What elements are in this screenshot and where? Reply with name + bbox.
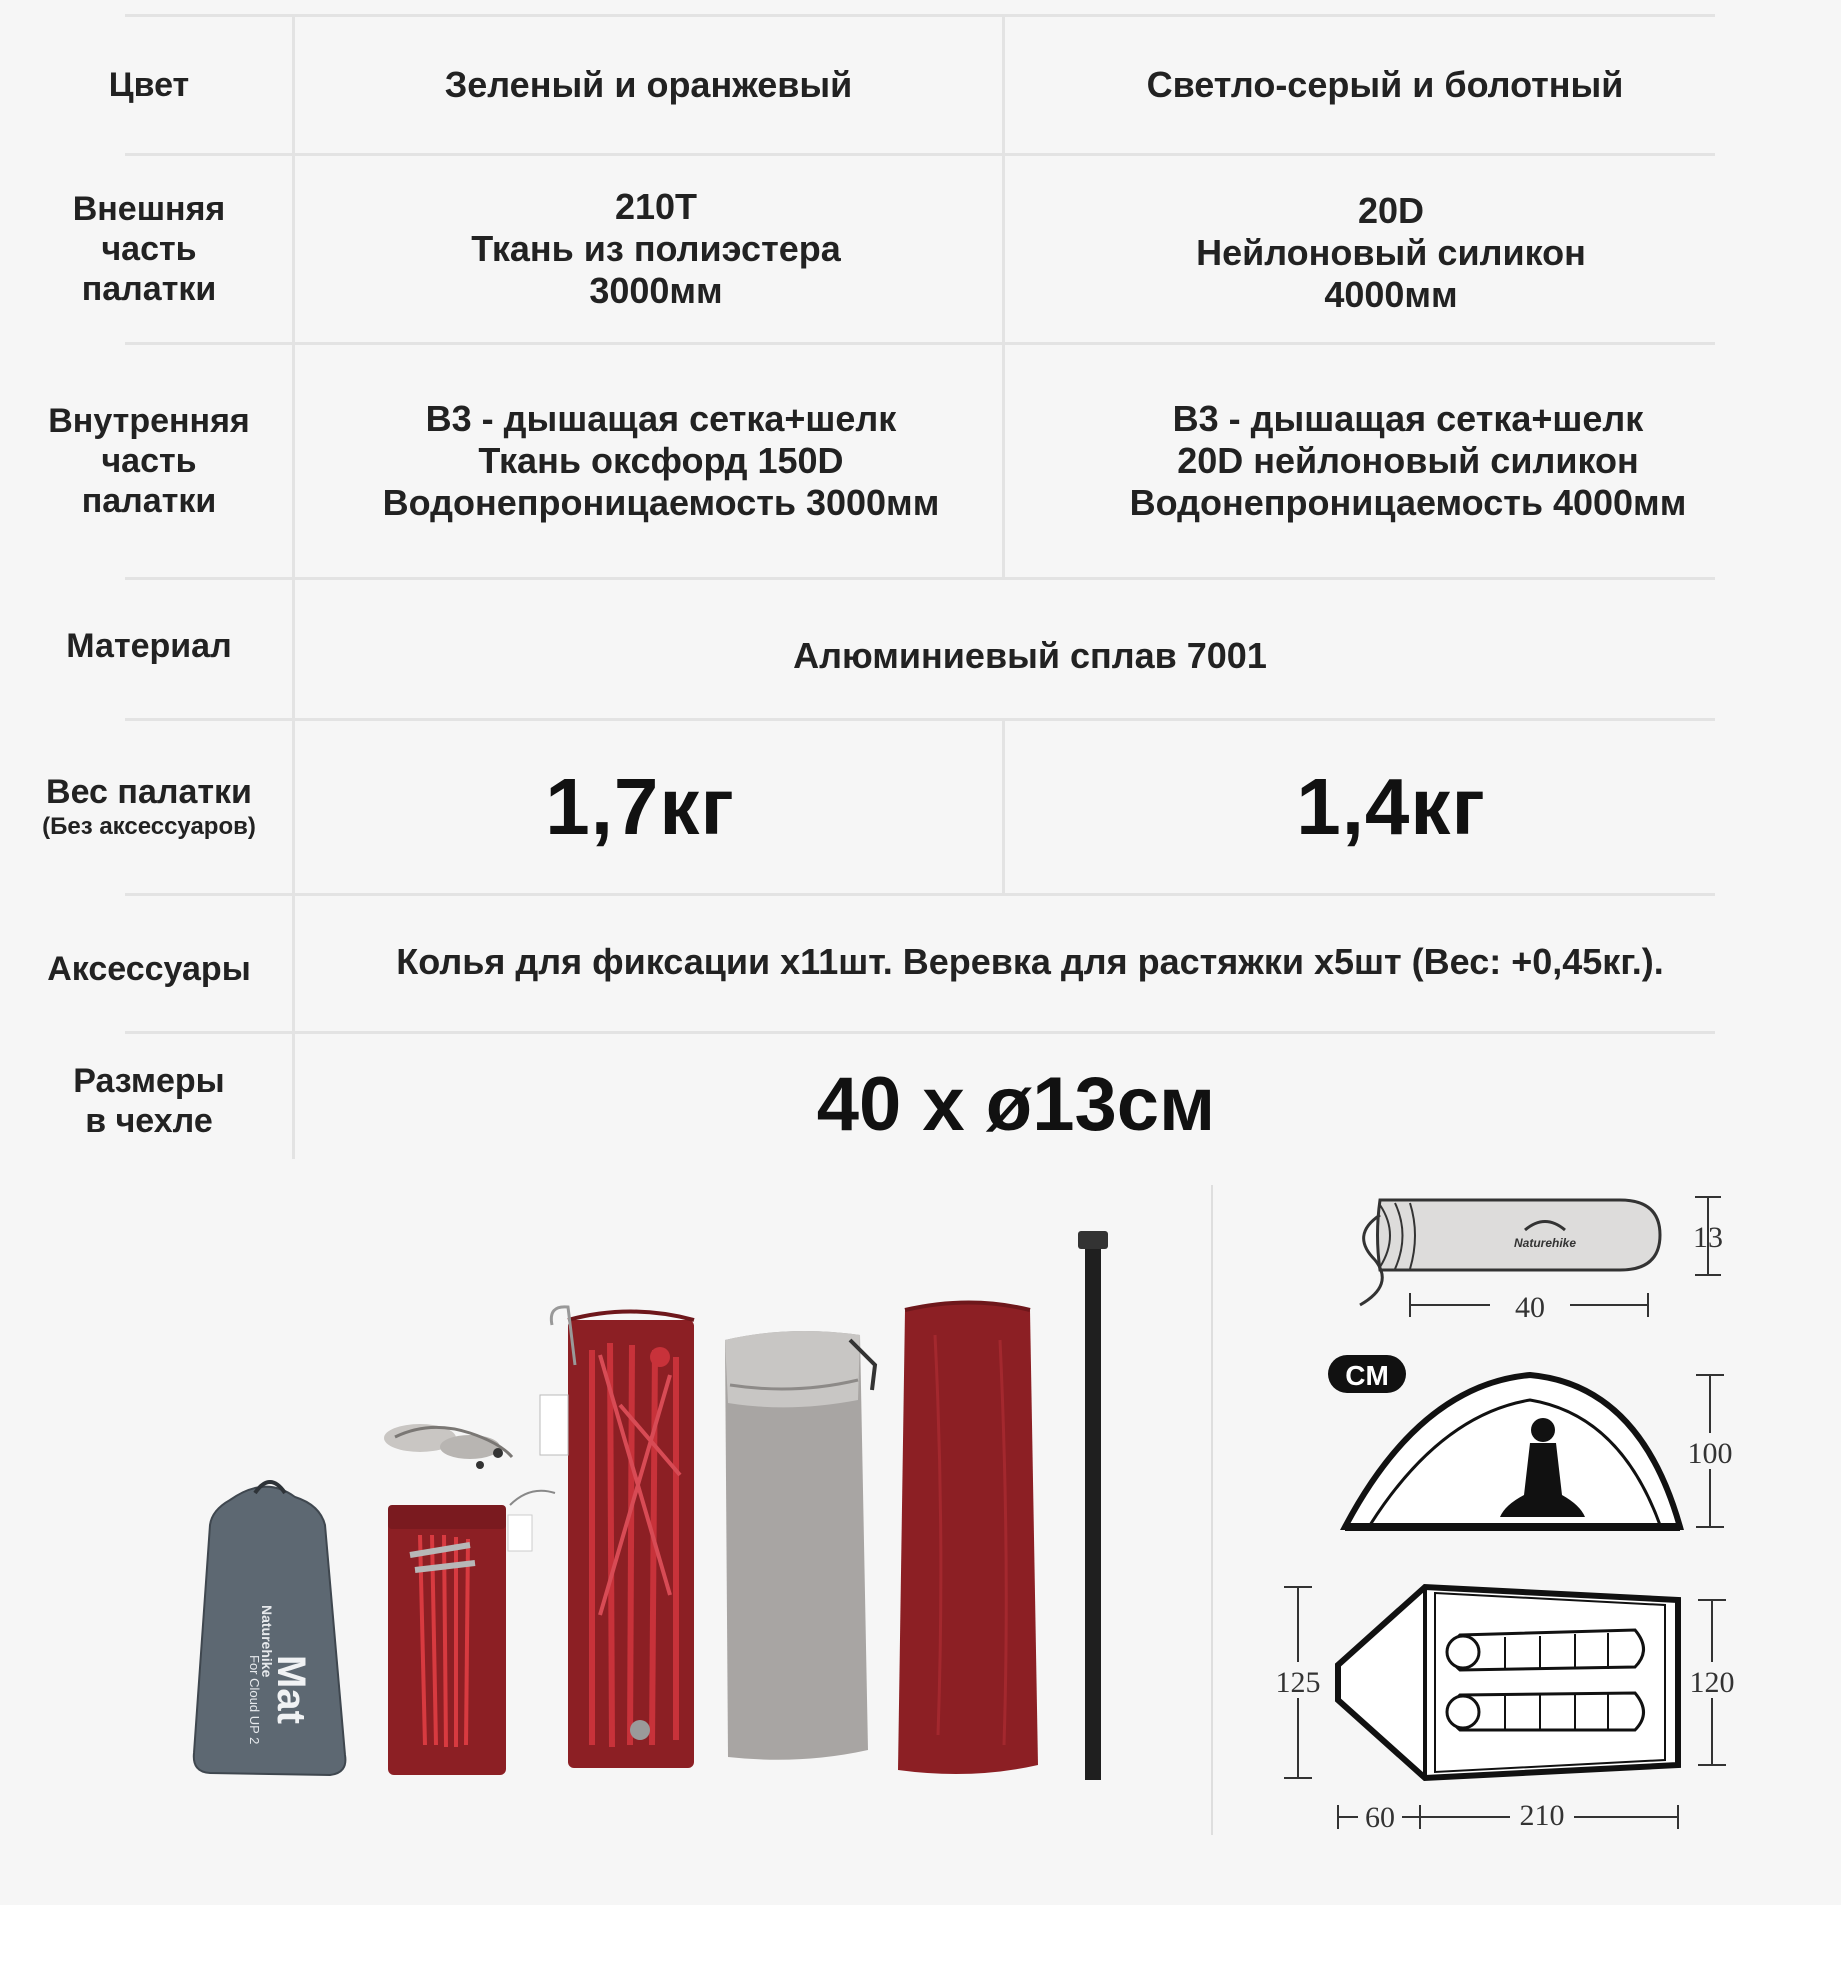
tent-height-label: 100 (1687, 1437, 1733, 1470)
vestibule-length-label: 60 (1365, 1801, 1395, 1834)
rainfly-bag-image (898, 1303, 1038, 1775)
footer-strip (0, 1905, 1841, 1984)
row-label-color: Цвет (108, 66, 190, 104)
mat-bag-image (194, 1482, 346, 1775)
outer-tent-option-2: 20D Нейлоновый силикон 4000мм (1196, 190, 1586, 315)
mat-subtitle-text: For Cloud UP 2 (247, 1655, 262, 1745)
weight-sublabel: (Без аксессуаров) (42, 813, 256, 840)
weight-label: Вес палатки (46, 773, 252, 811)
tent-side-view-diagram (1345, 1375, 1740, 1527)
dimension-diagram (1268, 1197, 1744, 1835)
divider (125, 577, 1715, 580)
unit-label: CM (1345, 1360, 1389, 1391)
packed-size-value: 40 x ø13см (816, 1061, 1216, 1147)
bag-logo-text: Naturehike (1513, 1236, 1577, 1250)
row-label-inner-tent: Внутренняя часть палатки (48, 402, 250, 520)
bag-length-label: 40 (1515, 1291, 1545, 1324)
packed-bag-diagram (1360, 1197, 1723, 1324)
color-option-1: Зеленый и оранжевый (444, 64, 853, 105)
tent-back-width-label: 125 (1275, 1666, 1321, 1699)
material-value: Алюминиевый сплав 7001 (793, 635, 1267, 676)
inner-tent-bag-image (725, 1331, 875, 1760)
color-option-2: Светло-серый и болотный (1146, 64, 1624, 105)
product-illustrations (0, 1175, 1841, 1915)
kit-contents (194, 1231, 1108, 1780)
weight-option-2: 1,4кг (1296, 762, 1486, 851)
tent-front-width-label: 120 (1689, 1666, 1735, 1699)
guy-rope-image (384, 1424, 512, 1469)
tent-length-label: 210 (1519, 1799, 1565, 1832)
row-label-outer-tent: Внешняя часть палатки (72, 190, 226, 308)
mat-brand-text: Naturehike (259, 1605, 275, 1678)
outer-tent-option-1: 210T Ткань из полиэстера 3000мм (471, 186, 841, 311)
inner-tent-option-1: B3 - дышащая сетка+шелк Ткань оксфорд 150D Водонепроницаемость 3000мм (382, 398, 940, 523)
row-label-material: Материал (66, 627, 232, 665)
inner-tent-option-2: B3 - дышащая сетка+шелк 20D нейлоновый силикон Водонепроницаемость 4000мм (1129, 398, 1687, 523)
mat-title-text: Mat (269, 1655, 313, 1724)
poles-bag-image (540, 1307, 694, 1768)
stakes-bag-image (388, 1491, 555, 1775)
row-label-packed-size: Размеры в чехле (73, 1062, 225, 1140)
row-label-accessories: Аксессуары (47, 950, 251, 988)
accessories-value: Колья для фиксации x11шт. Веревка для растяжки x5шт (Вес: +0,45кг.). (396, 941, 1664, 982)
tent-top-view-diagram (1268, 1587, 1744, 1835)
bag-diameter-label: 13 (1693, 1221, 1723, 1254)
compression-strap-image (1078, 1231, 1108, 1780)
row-label-weight (0, 721, 298, 893)
weight-option-1: 1,7кг (545, 762, 735, 851)
